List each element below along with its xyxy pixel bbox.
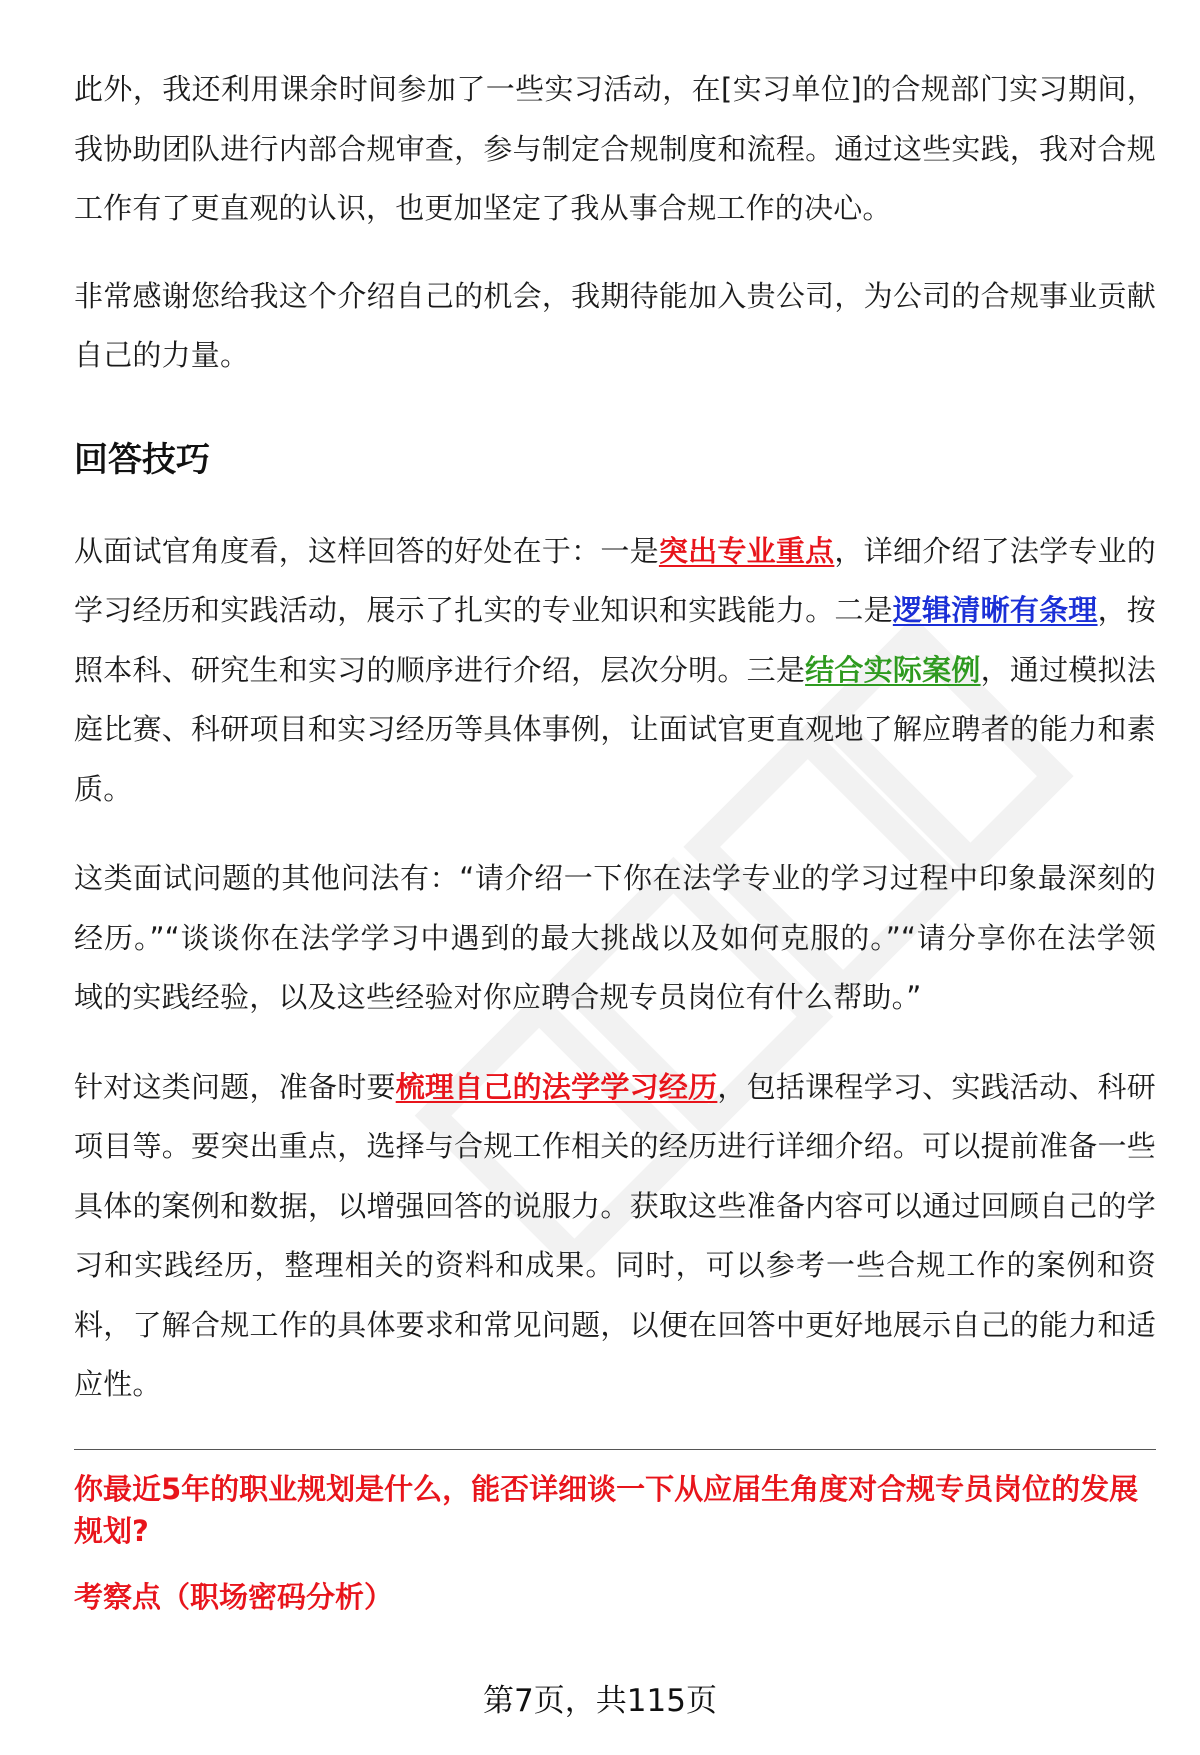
paragraph-interviewer-view [74,522,1156,820]
question-title: 你最近5年的职业规划是什么，能否详细谈一下从应届生角度对合规专员岗位的发展规划? [74,1471,1139,1548]
text-segment: ，按照本科、研究生和实习的顺序进行介绍，层次分明。三是 [74,593,1157,687]
paragraph-alternative-questions: 这类面试问题的其他问法有：“请介绍一下你在法学专业的学习过程中印象最深刻的经历。”“谈谈你在法学学习中遇到的最大挑战以及如何克服的。”“请分享你在法学领域的实践经验，以及这些经验对你应聘合规专员岗位有什么帮助。” [74,861,1156,1014]
text-segment: ，详细介绍了法学专业的学习经历和实践活动，展示了扎实的专业知识和实践能力。二是 [74,533,1156,627]
page-number-footer: 第7页，共115页 [483,1683,717,1719]
assessment-point-label: 考察点（职场密码分析） [74,1579,394,1614]
highlight-clear-logic: 逻辑清晰有条理 [892,593,1098,627]
section-divider [74,1449,1156,1450]
text-segment: 针对这类问题，准备时要 [74,1069,396,1104]
highlight-real-cases: 结合实际案例 [805,652,981,687]
highlight-professional-focus: 突出专业重点 [658,533,835,568]
paragraph-internship: 此外，我还利用课余时间参加了一些实习活动，在[实习单位]的合规部门实习期间，我协助团队进行内部合规审查，参与制定合规制度和流程。通过这些实践，我对合规工作有了更直观的认识，也更加坚定了我从事合规工作的决心。 [74,72,1156,225]
paragraph-thanks: 非常感谢您给我这个介绍自己的机会，我期待能加入贵公司，为公司的合规事业贡献自己的力量。 [74,278,1156,372]
text-segment: ，包括课程学习、实践活动、科研项目等。要突出重点，选择与合规工作相关的经历进行详细介绍。可以提前准备一些具体的案例和数据，以增强回答的说服力。获取这些准备内容可以通过回顾自己的学习和实践经历，整理相关的资料和成果。同时，可以参考一些合规工作的案例和资料，了解合规工作的具体要求和常见问题，以便在回答中更好地展示自己的能力和适应性。 [74,1069,1156,1401]
highlight-study-experience: 梳理自己的法学学习经历 [395,1069,718,1104]
paragraph-preparation [74,1058,1156,1415]
section-heading-answer-tips: 回答技巧 [74,439,210,480]
document-page [74,60,1156,1618]
text-segment: 从面试官角度看，这样回答的好处在于：一是 [74,533,659,568]
text-segment: ，通过模拟法庭比赛、科研项目和实习经历等具体事例，让面试官更直观地了解应聘者的能力和素质。 [74,652,1156,806]
